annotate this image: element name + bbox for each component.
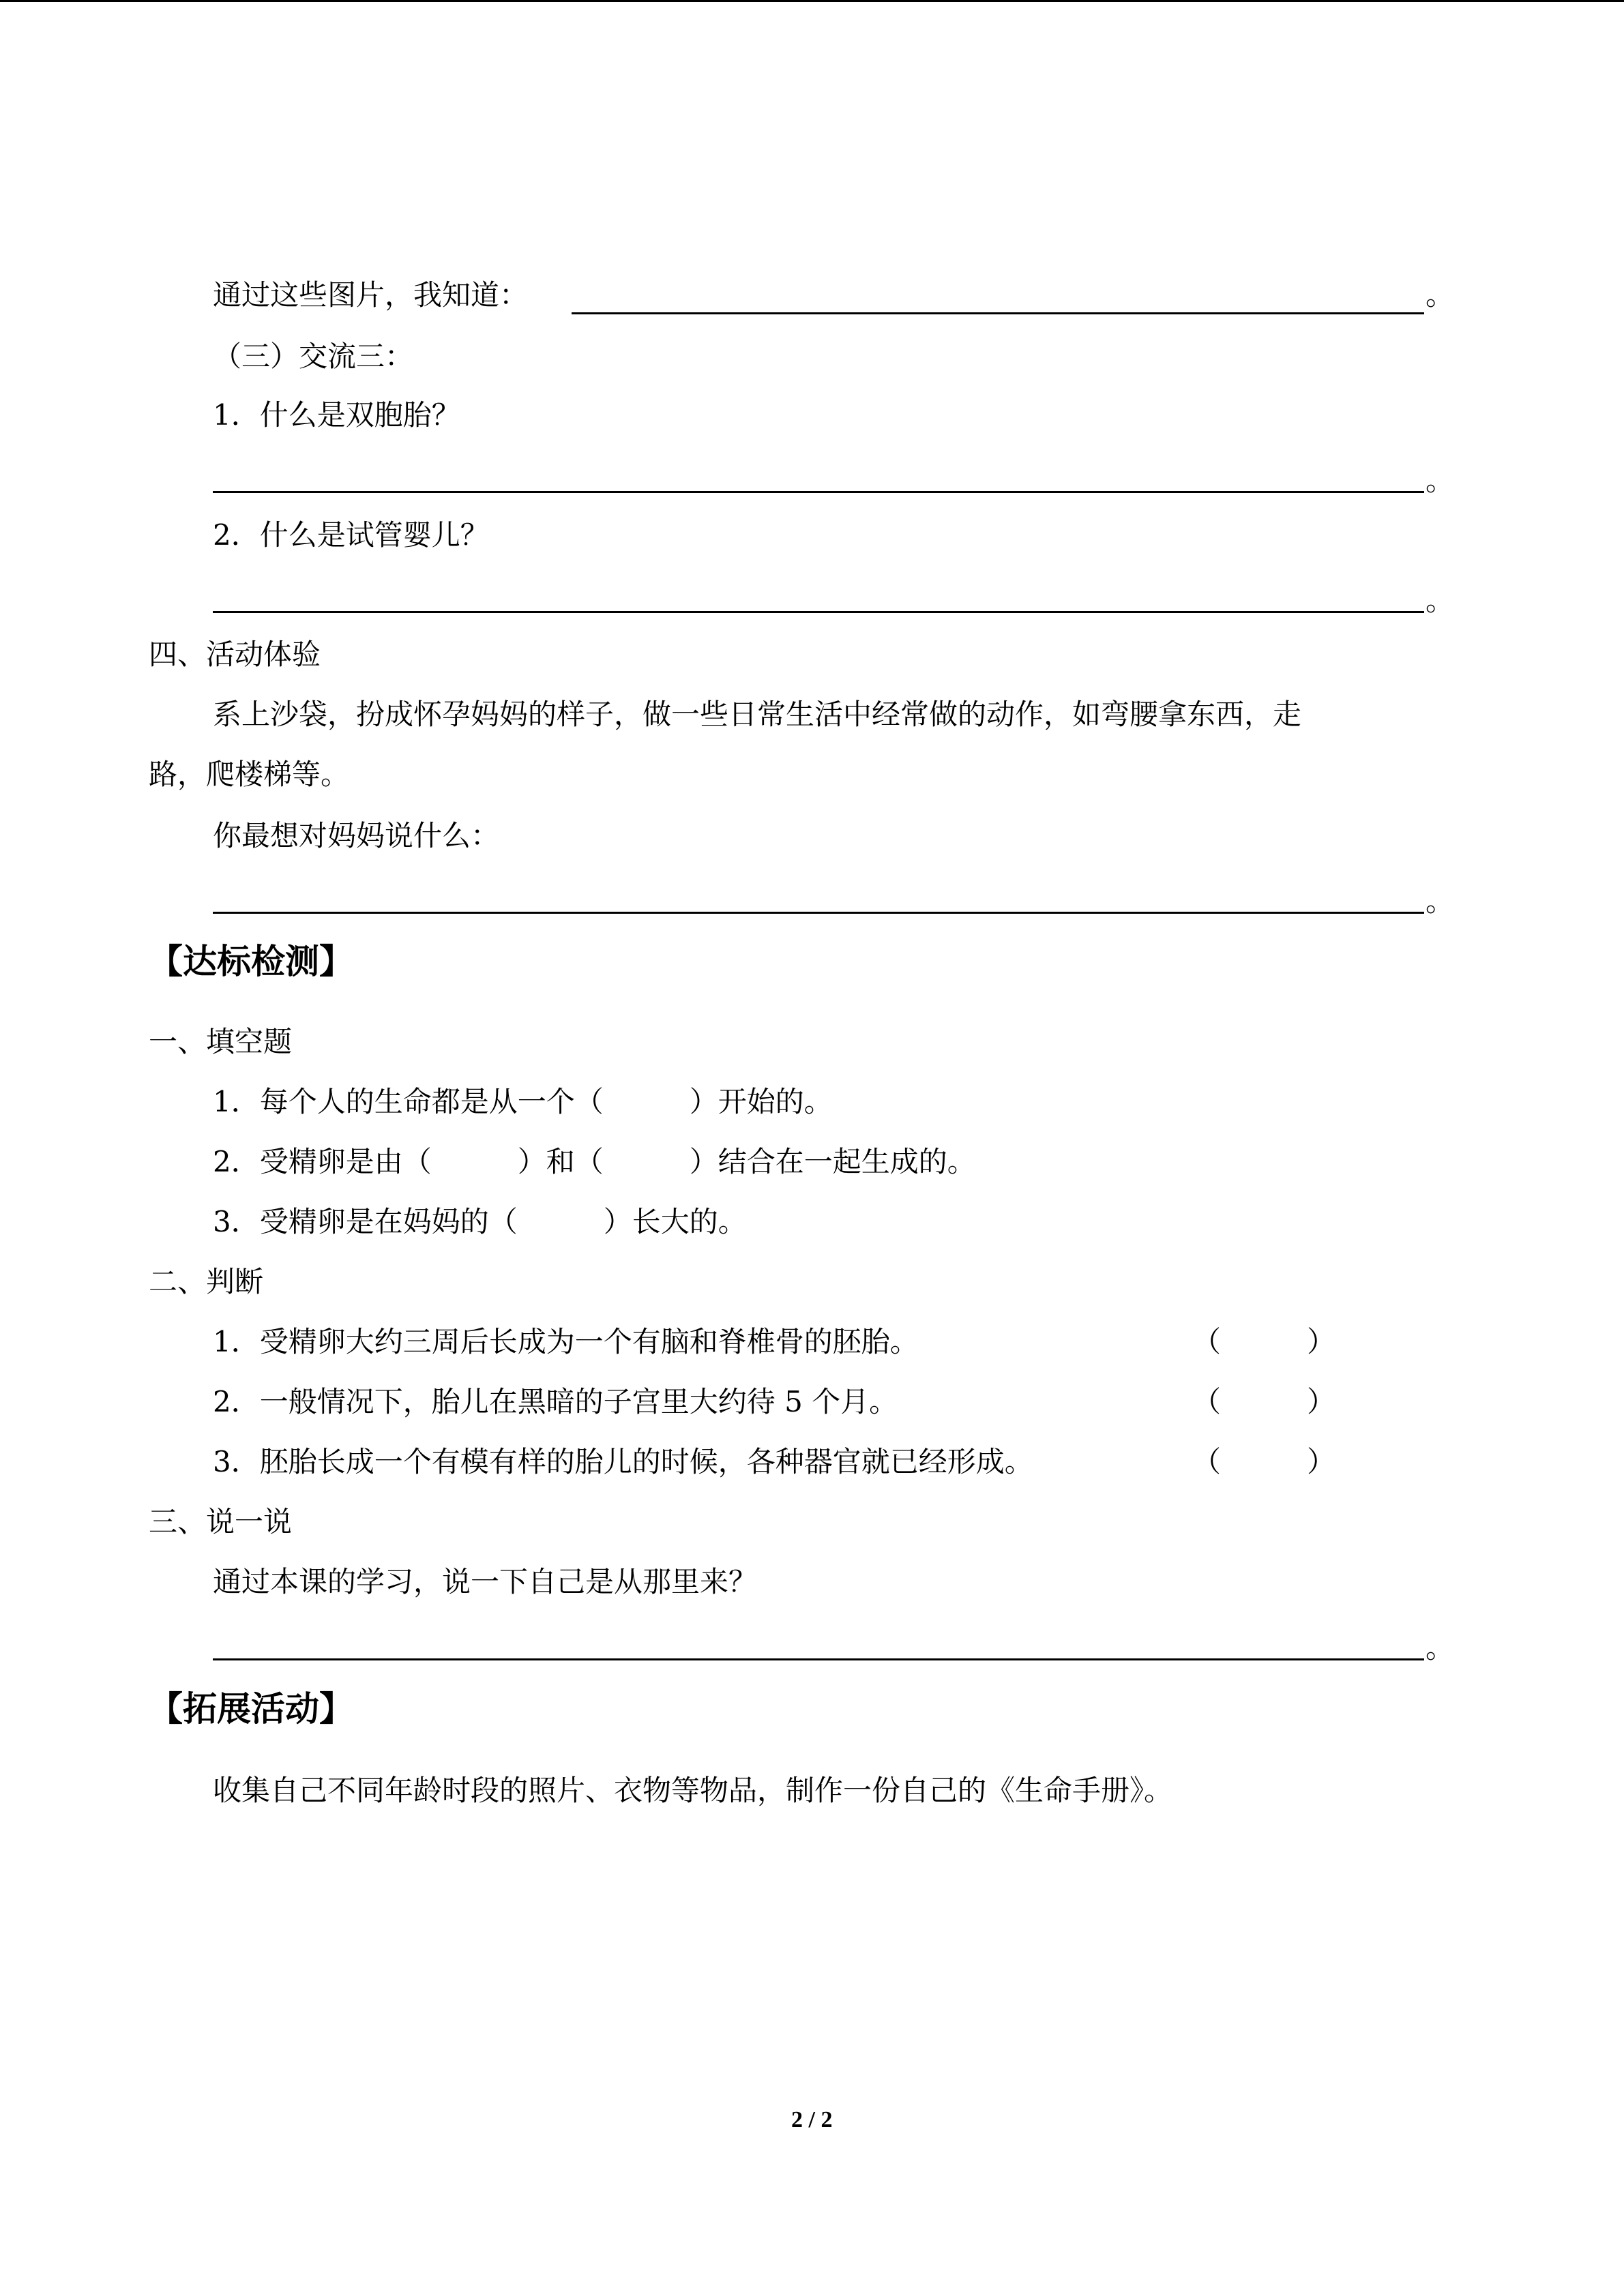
activity-paragraph-line1: 系上沙袋，扮成怀孕妈妈的样子，做一些日常生活中经常做的动作，如弯腰拿东西，走 [213,698,1302,731]
judge-q2: 2．一般情况下，胎儿在黑暗的子宫里大约待 5 个月。 [213,1385,898,1418]
ivf-answer-end: 。 [1426,584,1455,617]
judge-q2-answer[interactable]: （ ） [1192,1385,1336,1418]
judge-title: 二、判断 [149,1265,264,1298]
say-title: 三、说一说 [149,1505,293,1538]
test-heading: 【达标检测】 [149,942,353,981]
extension-text: 收集自己不同年龄时段的照片、衣物等物品，制作一份自己的《生命手册》。 [213,1774,1173,1807]
top-border [0,0,1624,2]
judge-q1: 1．受精卵大约三周后长成为一个有脑和脊椎骨的胚胎。 [213,1325,919,1358]
images-prompt: 通过这些图片，我知道： [213,278,529,312]
activity-paragraph-line2: 路，爬楼梯等。 [149,758,350,791]
twins-answer-end: 。 [1426,464,1455,497]
fill-blank-title: 一、填空题 [149,1025,293,1058]
mom-answer-end: 。 [1426,884,1455,918]
images-answer-end: 。 [1426,278,1455,312]
fill-blank-q3: 3．受精卵是在妈妈的（ ）长大的。 [213,1205,747,1238]
say-prompt: 通过本课的学习，说一下自己是从那里来？ [213,1565,758,1598]
ivf-answer-line[interactable] [213,611,1424,613]
exchange-three-title: （三）交流三： [213,340,414,373]
fill-blank-q2: 2．受精卵是由（ ）和（ ）结合在一起生成的。 [213,1145,976,1178]
fill-blank-q1: 1．每个人的生命都是从一个（ ）开始的。 [213,1085,833,1118]
judge-q3: 3．胚胎长成一个有模有样的胎儿的时候，各种器官就已经形成。 [213,1445,1033,1478]
page-number: 2 / 2 [791,2107,833,2132]
twins-answer-line[interactable] [213,491,1424,493]
twins-question: 1．什么是双胞胎？ [213,398,460,432]
mom-answer-line[interactable] [213,912,1424,914]
images-answer-line[interactable] [572,312,1424,314]
say-answer-end: 。 [1426,1631,1455,1665]
mom-prompt: 你最想对妈妈说什么： [213,819,500,852]
extension-heading: 【拓展活动】 [149,1689,353,1729]
ivf-question: 2．什么是试管婴儿？ [213,518,489,552]
say-answer-line[interactable] [213,1658,1424,1660]
activity-title: 四、活动体验 [149,638,321,671]
judge-q1-answer[interactable]: （ ） [1192,1325,1336,1358]
judge-q3-answer[interactable]: （ ） [1192,1445,1336,1478]
